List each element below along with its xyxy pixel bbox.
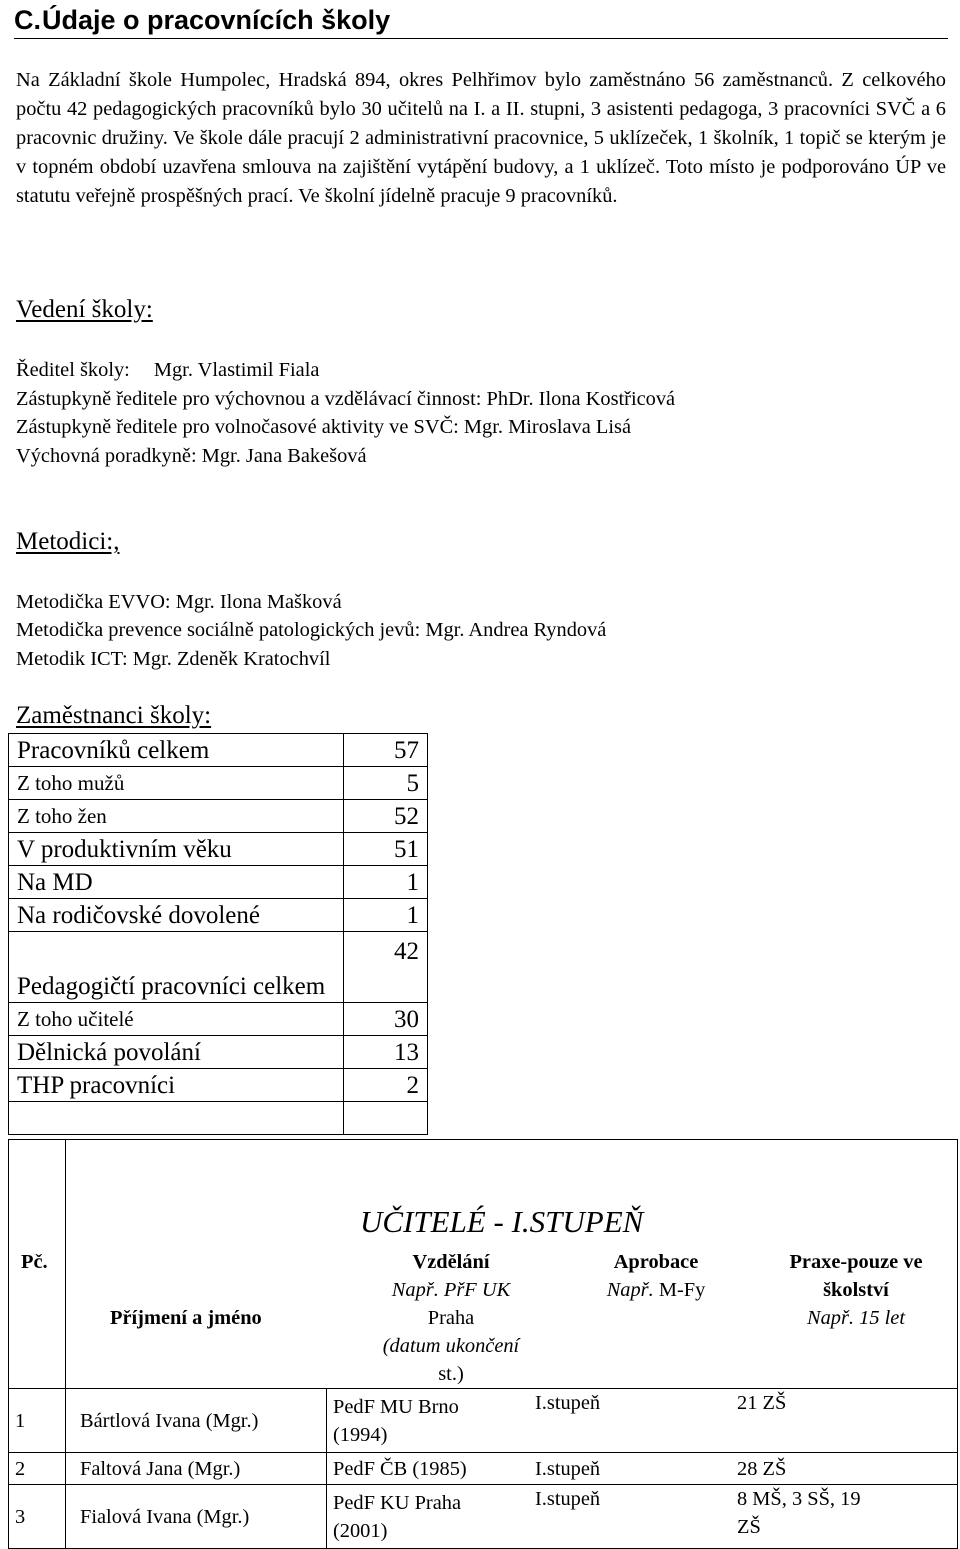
director-line: [16, 356, 319, 385]
staff-label: Na rodičovské dovolené: [9, 899, 344, 932]
table-row: [9, 866, 428, 899]
staff-label: Na MD: [9, 866, 344, 899]
table-row: [9, 1389, 958, 1453]
table-row: [9, 1453, 958, 1485]
methodist-item: Metodička prevence sociálně patologických jevů: Mgr. Andrea Ryndová: [16, 619, 607, 641]
table-row: [9, 932, 428, 1003]
table-row: [9, 899, 428, 932]
staff-label: V produktivním věku: [9, 833, 344, 866]
row-practice: 8 MŠ, 3 SŠ, 19 ZŠ: [731, 1485, 958, 1549]
table-row: [9, 1036, 428, 1069]
staff-value: 13: [344, 1036, 428, 1069]
staff-label: Z toho žen: [9, 800, 344, 833]
col-name-header: Příjmení a jméno: [110, 1307, 262, 1329]
methodist-item: Metodička EVVO: Mgr. Ilona Mašková: [16, 591, 342, 613]
row-practice: 28 ZŠ: [731, 1453, 958, 1485]
table-row: [9, 767, 428, 800]
staff-value: 1: [344, 866, 428, 899]
table-row: [9, 1069, 428, 1102]
teachers-table: [8, 1139, 958, 1549]
section-number: C.: [14, 5, 41, 35]
leadership-heading: Vedení školy:: [16, 296, 153, 323]
approbation-label: Aprobace: [613, 1251, 699, 1273]
row-name: Faltová Jana (Mgr.): [66, 1453, 327, 1485]
education-example: (datum ukončení: [382, 1335, 520, 1357]
col-practice-header: [756, 1248, 956, 1332]
education-example: Např. PřF UK: [391, 1279, 511, 1301]
table-row: [9, 1102, 428, 1135]
staff-label: Z toho mužů: [9, 767, 344, 800]
row-num: 2: [9, 1453, 66, 1485]
staff-label: Pedagogičtí pracovníci celkem: [9, 932, 344, 1003]
counselor-line: Výchovná poradkyně: Mgr. Jana Bakešová: [16, 445, 367, 467]
table-row: [9, 800, 428, 833]
col-approbation-header: [571, 1248, 741, 1304]
staff-label: Dělnická povolání: [9, 1036, 344, 1069]
staff-value: 5: [344, 767, 428, 800]
row-name: Fialová Ivana (Mgr.): [66, 1485, 327, 1549]
col-num-header: Pč.: [21, 1251, 48, 1273]
intro-paragraph: Na Základní škole Humpolec, Hradská 894, okres Pelhřimov bylo zaměstnáno 56 zaměstnanců. Z celkového počtu 42 pedagogických pracovníků bylo 30 učitelů na I. a II. stupni, 3 asistenti pedagoga, 3 pracovníci SVČ a 6 pracovnic družiny. Ve škole dále pracují 2 administrativní pracovnice, 5 uklízeček, 1 školník, 1 topič se kterým je v topném období uzavřena smlouva na zajištění vytápění budovy, a 1 uklízeč. Toto místo je podporováno ÚP ve statutu veřejně prospěšných prací. Ve školní jídelně pracuje 9 pracovníků.: [16, 69, 946, 207]
table-title: UČITELÉ - I.STUPEŇ: [360, 1204, 644, 1239]
row-education: PedF ČB (1985): [327, 1453, 530, 1485]
section-heading: [14, 2, 948, 39]
staff-label: THP pracovníci: [9, 1069, 344, 1102]
methodists-heading: Metodici:,: [16, 528, 120, 555]
row-approbation: I.stupeň: [529, 1389, 731, 1453]
practice-example: Např. 15 let: [807, 1307, 905, 1329]
table-row: [9, 833, 428, 866]
deputy1-line: Zástupkyně ředitele pro výchovnou a vzdělávací činnost: PhDr. Ilona Kostřicová: [16, 388, 676, 410]
director-name: Mgr. Vlastimil Fiala: [153, 359, 320, 381]
row-num: 3: [9, 1485, 66, 1549]
table-header-row: [9, 1140, 958, 1389]
education-example: st.): [438, 1363, 464, 1385]
table-row: [9, 1485, 958, 1549]
staff-table: [8, 733, 428, 1135]
staff-value: 57: [344, 734, 428, 767]
methodist-item: Metodik ICT: Mgr. Zdeněk Kratochvíl: [16, 648, 331, 670]
staff-label: Pracovníků celkem: [9, 734, 344, 767]
staff-value: 42: [344, 932, 428, 1003]
staff-heading: Zaměstnanci školy:: [16, 702, 212, 729]
practice-label: školství: [823, 1279, 889, 1301]
education-example: Praha: [427, 1307, 475, 1329]
approbation-example: M-Fy: [658, 1279, 706, 1301]
section-title: Údaje o pracovnících školy: [42, 5, 391, 35]
director-label: Ředitel školy:: [16, 359, 130, 381]
row-name: Bártlová Ivana (Mgr.): [66, 1389, 327, 1453]
row-education: PedF KU Praha (2001): [327, 1485, 530, 1549]
staff-value: 52: [344, 800, 428, 833]
row-num: 1: [9, 1389, 66, 1453]
education-label: Vzdělání: [412, 1251, 490, 1273]
row-education: PedF MU Brno (1994): [327, 1389, 530, 1453]
table-row: [9, 734, 428, 767]
table-row: [9, 1003, 428, 1036]
row-practice: 21 ZŠ: [731, 1389, 958, 1453]
approbation-example: Např.: [606, 1279, 654, 1301]
staff-value: 2: [344, 1069, 428, 1102]
staff-value: 30: [344, 1003, 428, 1036]
row-approbation: I.stupeň: [529, 1453, 731, 1485]
practice-label: Praxe-pouze ve: [789, 1251, 923, 1273]
deputy2-line: Zástupkyně ředitele pro volnočasové aktivity ve SVČ: Mgr. Miroslava Lisá: [16, 416, 631, 438]
staff-value: 1: [344, 899, 428, 932]
col-education-header: [356, 1248, 546, 1388]
staff-label: Z toho učitelé: [9, 1003, 344, 1036]
row-approbation: I.stupeň: [529, 1485, 731, 1549]
staff-value: 51: [344, 833, 428, 866]
